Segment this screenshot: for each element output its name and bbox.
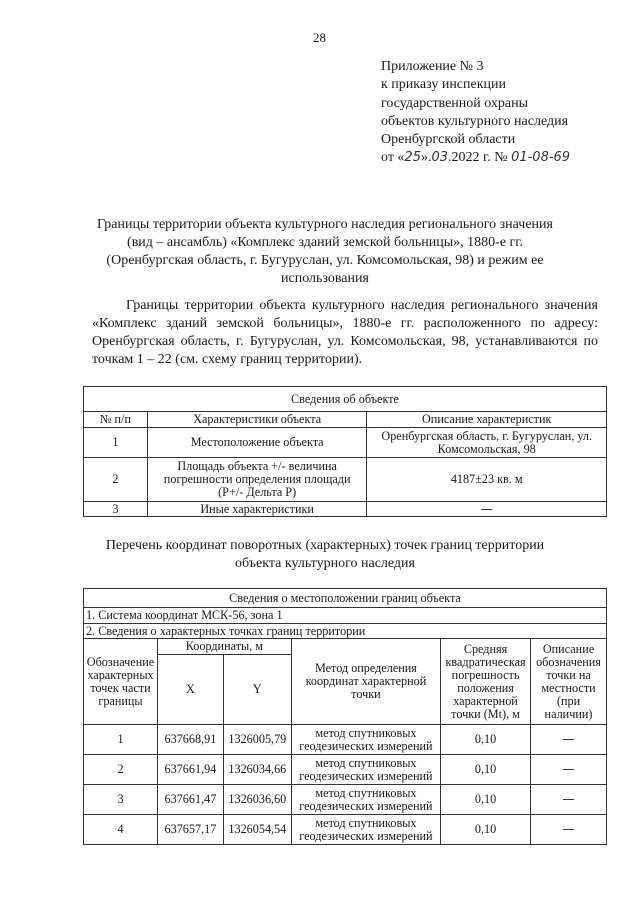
- x-value: 637657,17: [157, 815, 223, 845]
- row-number: 2: [84, 458, 148, 502]
- mt-value: 0,10: [441, 785, 531, 815]
- mt-value: 0,10: [441, 725, 531, 755]
- method-value: метод спутниковых геодезических измерений: [291, 755, 440, 785]
- x-value: 637661,94: [157, 755, 223, 785]
- intro-paragraph: [92, 297, 598, 369]
- table-caption: Сведения о местоположении границ объекта: [84, 589, 607, 608]
- table-row: [84, 785, 607, 815]
- row-number: 3: [84, 502, 148, 517]
- mt-value: 0,10: [441, 815, 531, 845]
- point-id: 4: [84, 815, 158, 845]
- order-number: 01-08-69: [511, 150, 571, 166]
- y-value: 1326034,66: [223, 755, 291, 785]
- point-id: 3: [84, 785, 158, 815]
- designation-header: Обозначение характерных точек части границы: [84, 639, 158, 725]
- row-desc: Оренбургская область, г. Бугуруслан, ул. Комсомольская, 98: [367, 428, 607, 458]
- coordinates-title: Перечень координат поворотных (характерных) точек границ территории объекта культурного наследия: [105, 538, 545, 571]
- page-number: 28: [313, 30, 326, 45]
- appendix-line: объектов культурного наследия: [381, 113, 569, 129]
- mt-value: 0,10: [441, 755, 531, 785]
- coordinate-system: 1. Система координат МСК-56, зона 1: [84, 608, 607, 624]
- appendix-line: государственной охраны: [381, 95, 529, 111]
- y-value: 1326005,79: [223, 725, 291, 755]
- intro-text: Границы территории объекта культурного наследия регионального значения «Комплекс зданий земской больницы», 1880-е гг. расположенного по адресу: Оренбургская область, г. Бугуруслан, ул. Комсомольская, 98, устанавливаются по точкам 1 – 22 (см. схему границ территории).: [92, 298, 598, 367]
- y-value: 1326036,60: [223, 785, 291, 815]
- table-caption: Сведения об объекте: [84, 387, 607, 412]
- x-value: 637661,47: [157, 785, 223, 815]
- table-row: [84, 458, 607, 502]
- column-header: № п/п: [84, 412, 148, 428]
- desc-value: —: [531, 755, 607, 785]
- x-value: 637668,91: [157, 725, 223, 755]
- appendix-header: [381, 58, 570, 168]
- appendix-line: Приложение № 3: [381, 59, 484, 74]
- coordinates-table: [83, 588, 607, 845]
- appendix-date-line: [381, 149, 570, 167]
- row-name: Иные характеристики: [147, 502, 367, 517]
- x-header: X: [157, 655, 223, 725]
- table-row: [84, 428, 607, 458]
- point-id: 2: [84, 755, 158, 785]
- row-number: 1: [84, 428, 148, 458]
- desc-value: —: [531, 815, 607, 845]
- table-row: [84, 755, 607, 785]
- description-header: Описание обозначения точки на местности (при наличии): [531, 639, 607, 725]
- row-name: Площадь объекта +/- величина погрешности определения площади (Р+/- Дельта Р): [147, 458, 367, 502]
- row-name: Местоположение объекта: [147, 428, 367, 458]
- point-id: 1: [84, 725, 158, 755]
- date-prefix: от «: [381, 150, 405, 166]
- document-title: Границы территории объекта культурного наследия регионального значения (вид – ансамбль) «Комплекс зданий земской больницы», 1880-е гг. (Оренбургская область, г. Бугуруслан, ул. Комсомольская, 98) и режим ее использования: [97, 217, 553, 286]
- y-value: 1326054,54: [223, 815, 291, 845]
- coordinates-header: Координаты, м: [157, 639, 291, 655]
- method-value: метод спутниковых геодезических измерений: [291, 785, 440, 815]
- appendix-line: Оренбургской области: [381, 132, 516, 148]
- row-desc: 4187±23 кв. м: [367, 458, 607, 502]
- accuracy-header: Средняя квадратическая погрешность положения характерной точки (Mt), м: [441, 639, 531, 725]
- date-year: .2022 г. №: [448, 150, 508, 166]
- desc-value: —: [531, 785, 607, 815]
- method-header: Метод определения координат характерной точки: [291, 639, 440, 725]
- row-desc: —: [367, 502, 607, 517]
- column-header: Описание характеристик: [367, 412, 607, 428]
- appendix-line: к приказу инспекции: [381, 77, 507, 93]
- object-info-table: [83, 386, 607, 517]
- table-row: [84, 502, 607, 517]
- points-caption: 2. Сведения о характерных точках границ территории: [84, 624, 607, 639]
- desc-value: —: [531, 725, 607, 755]
- method-value: метод спутниковых геодезических измерений: [291, 725, 440, 755]
- date-sep: ».: [420, 150, 432, 166]
- date-day: 25: [404, 150, 421, 166]
- method-value: метод спутниковых геодезических измерений: [291, 815, 440, 845]
- table-row: [84, 725, 607, 755]
- y-header: Y: [223, 655, 291, 725]
- column-header: Характеристики объекта: [147, 412, 367, 428]
- table-row: [84, 815, 607, 845]
- date-month: 03: [431, 150, 449, 166]
